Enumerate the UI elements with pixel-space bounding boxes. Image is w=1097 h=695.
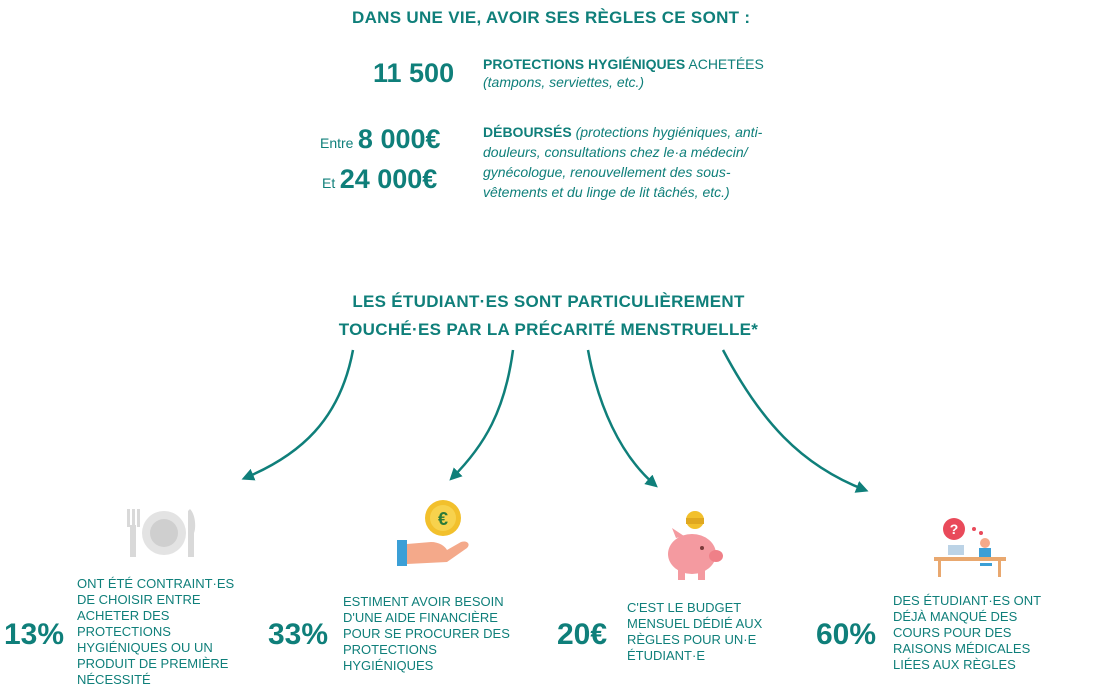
range-prefix-1: Entre <box>320 135 354 151</box>
stat-3-line: C'EST LE BUDGET <box>627 600 742 615</box>
stat-1-line: ONT ÉTÉ CONTRAINT·ES <box>77 576 235 591</box>
stat-2-line: HYGIÉNIQUES <box>343 658 434 673</box>
count-label-bold: PROTECTIONS HYGIÉNIQUES <box>483 56 686 72</box>
stat-3-line: MENSUEL DÉDIÉ AUX <box>627 616 763 631</box>
count-label-rest: ACHETÉES <box>685 56 764 72</box>
stat-value-4: 60% <box>816 618 877 651</box>
stat-text-4 <box>893 593 1041 673</box>
stat-2-line: D'UNE AIDE FINANCIÈRE <box>343 610 498 625</box>
stat-2-line: PROTECTIONS <box>343 642 437 657</box>
arrow-4 <box>723 350 865 490</box>
piggy-bank-icon <box>662 508 732 588</box>
range-value-2: 24 000€ <box>339 164 438 194</box>
svg-text:?: ? <box>949 521 959 537</box>
arrow-2 <box>452 350 513 478</box>
section-title-line2: TOUCHÉ·ES PAR LA PRÉCARITÉ MENSTRUELLE* <box>338 320 759 339</box>
plate-cutlery-icon <box>124 505 204 565</box>
stat-1-line: PROTECTIONS <box>77 624 171 639</box>
stat-text-2 <box>343 594 510 674</box>
spent-line3: gynécologue, renouvellement des sous- <box>483 164 731 180</box>
stat-value-2: 33% <box>268 618 329 651</box>
stat-2-line: ESTIMENT AVOIR BESOIN <box>343 594 504 609</box>
range-prefix-2: Et <box>322 175 336 191</box>
page-title: DANS UNE VIE, AVOIR SES RÈGLES CE SONT : <box>352 8 751 27</box>
stat-text-3 <box>627 600 762 664</box>
spent-bold: DÉBOURSÉS <box>483 124 572 140</box>
stat-1-line: NÉCESSITÉ <box>77 672 151 687</box>
spent-line4: vêtements et du linge de lit tâchés, etc.) <box>483 184 730 200</box>
spent-line2: douleurs, consultations chez le·a médecin/ <box>483 144 748 160</box>
section-title-line1: LES ÉTUDIANT·ES SONT PARTICULIÈREMENT <box>352 292 745 311</box>
stat-4-line: DÉJÀ MANQUÉ DES <box>893 609 1018 624</box>
stat-1-line: DE CHOISIR ENTRE <box>77 592 201 607</box>
stat-1-line: ACHETER DES <box>77 608 170 623</box>
svg-text:€: € <box>437 509 449 529</box>
stat-4-line: COURS POUR DES <box>893 625 1012 640</box>
spent-line1: (protections hygiéniques, anti- <box>571 124 763 140</box>
stat-value-3: 20€ <box>557 618 608 651</box>
stat-text-1 <box>77 576 234 688</box>
stat-3-line: ÉTUDIANT·E <box>627 648 705 663</box>
student-desk-question-icon <box>930 515 1010 580</box>
stat-1-line: HYGIÉNIQUES OU UN <box>77 640 213 655</box>
range-value-1: 8 000€ <box>357 124 441 154</box>
stat-2-line: POUR SE PROCURER DES <box>343 626 510 641</box>
stat-4-line: RAISONS MÉDICALES <box>893 641 1031 656</box>
stat-4-line: LIÉES AUX RÈGLES <box>893 657 1016 672</box>
arrow-3 <box>588 350 655 485</box>
count-value: 11 500 <box>373 58 455 88</box>
stat-3-line: RÈGLES POUR UN·E <box>627 632 757 647</box>
count-note: (tampons, serviettes, etc.) <box>483 74 645 90</box>
arrow-1 <box>245 350 353 478</box>
stat-4-line: DES ÉTUDIANT·ES ONT <box>893 593 1042 608</box>
stat-value-1: 13% <box>4 618 65 651</box>
stat-1-line: PRODUIT DE PREMIÈRE <box>77 656 229 671</box>
hand-euro-coin-icon <box>395 498 475 573</box>
